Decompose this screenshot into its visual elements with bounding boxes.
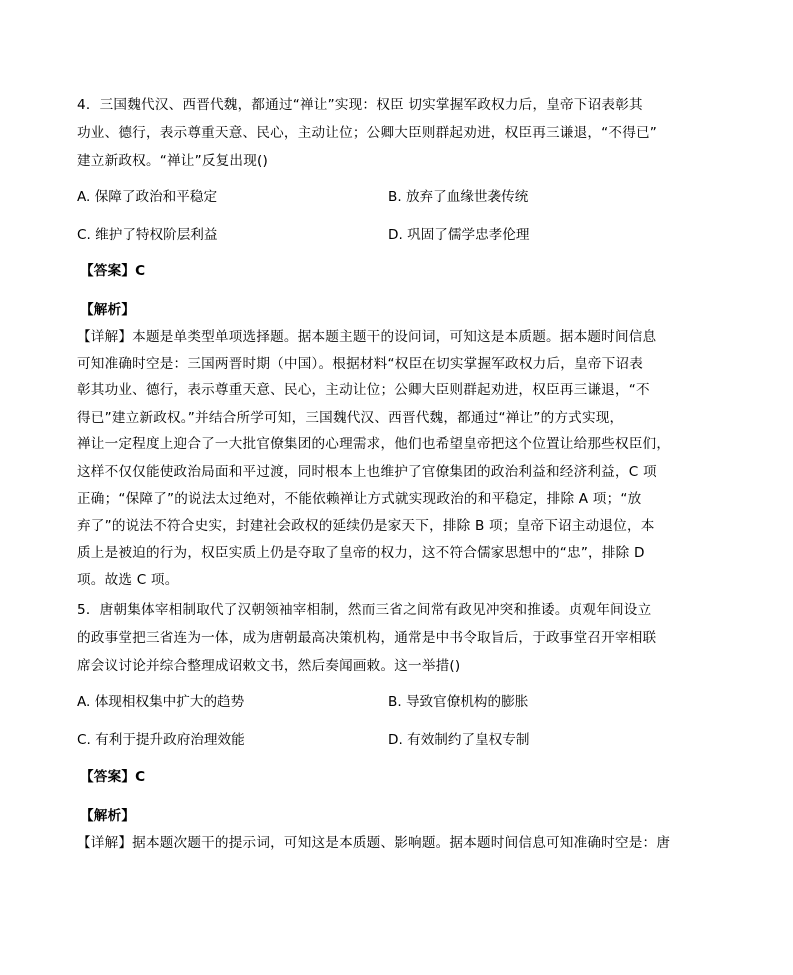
q5-option-a: A. 体现相权集中扩大的趋势 <box>77 694 245 710</box>
q4-analysis-line: 可知准确时空是：三国两晋时期（中国）。根据材料“权臣在切实掌握军政权力后，皇帝下诏表 <box>77 356 643 372</box>
q4-analysis-line: 弃了”的说法不符合史实，封建社会政权的延续仍是家天下，排除 B 项；皇帝下诏主动退位，本 <box>77 518 655 534</box>
q5-option-b: B. 导致官僚机构的膨胀 <box>388 694 529 710</box>
q5-stem-line: 5．唐朝集体宰相制取代了汉朝领袖宰相制，然而三省之间常有政见冲突和推诿。贞观年间设立 <box>77 602 652 618</box>
q4-analysis-line: 【详解】本题是单类型单项选择题。据本题主题干的设问词，可知这是本质题。据本题时间信息 <box>77 329 657 345</box>
q5-answer: 【答案】C <box>80 769 146 785</box>
q4-analysis-line: 得已”建立新政权。”并结合所学可知，三国魏代汉、西晋代魏，都通过“禅让”的方式实现， <box>77 410 624 426</box>
q5-option-c: C. 有利于提升政府治理效能 <box>77 732 245 748</box>
q4-option-a: A. 保障了政治和平稳定 <box>77 189 218 205</box>
q4-stem-line: 功业、德行，表示尊重天意、民心，主动让位；公卿大臣则群起劝进，权臣再三谦退，“不得已” <box>77 125 658 141</box>
q5-analysis-heading: 【解析】 <box>80 808 136 824</box>
q5-analysis-line: 【详解】据本题次题干的提示词，可知这是本质题、影响题。据本题时间信息可知准确时空是：唐 <box>77 835 671 851</box>
q4-option-c: C. 维护了特权阶层利益 <box>77 227 218 243</box>
q5-option-d: D. 有效制约了皇权专制 <box>388 732 530 748</box>
q4-analysis-line: 这样不仅仅能使政治局面和平过渡，同时根本上也维护了官僚集团的政治利益和经济利益，C 项 <box>77 464 657 480</box>
q4-analysis-heading: 【解析】 <box>80 302 136 318</box>
q4-analysis-line: 质上是被迫的行为，权臣实质上仍是夺取了皇帝的权力，这不符合儒家思想中的“忠”，排除 D <box>77 545 645 561</box>
q4-analysis-line: 项。故选 C 项。 <box>77 572 179 588</box>
q4-answer: 【答案】C <box>80 263 146 279</box>
q4-analysis-line: 正确；“保障了”的说法太过绝对，不能依赖禅让方式就实现政治的和平稳定，排除 A 项；“放 <box>77 491 642 507</box>
q5-stem-line: 席会议讨论并综合整理成诏敕文书，然后奏闻画敕。这一举措() <box>77 658 461 674</box>
q4-option-d: D. 巩固了儒学忠孝伦理 <box>388 227 530 243</box>
q4-option-b: B. 放弃了血缘世袭传统 <box>388 189 529 205</box>
q4-analysis-line: 彰其功业、德行，表示尊重天意、民心，主动让位；公卿大臣则群起劝进，权臣再三谦退，“不 <box>77 382 650 398</box>
q4-stem-line: 建立新政权。“禅让”反复出现() <box>77 153 269 169</box>
q4-analysis-line: 禅让一定程度上迎合了一大批官僚集团的心理需求，他们也希望皇帝把这个位置让给那些权臣们， <box>77 436 671 452</box>
q5-stem-line: 的政事堂把三省连为一体，成为唐朝最高决策机构，通常是中书令取旨后，于政事堂召开宰相联 <box>77 630 657 646</box>
q4-stem-line: 4．三国魏代汉、西晋代魏，都通过“禅让”实现：权臣 切实掌握军政权力后，皇帝下诏表彰其 <box>77 97 643 113</box>
